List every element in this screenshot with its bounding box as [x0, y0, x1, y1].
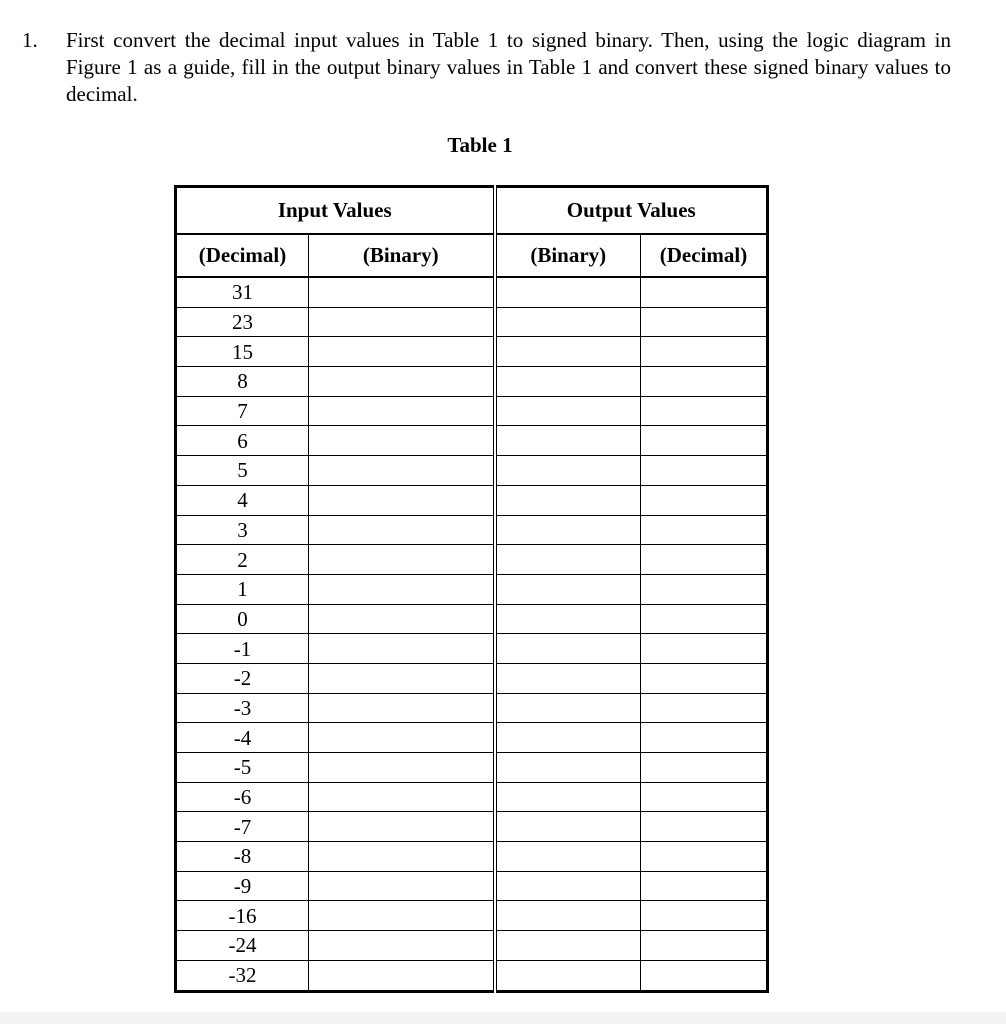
- input-binary-cell: [309, 842, 495, 872]
- output-binary-cell: [495, 337, 641, 367]
- output-binary-cell: [495, 871, 641, 901]
- table-row: [176, 485, 768, 515]
- output-decimal-cell: [641, 337, 768, 367]
- input-binary-cell: [309, 634, 495, 664]
- output-decimal-cell: [641, 277, 768, 307]
- input-binary-cell: [309, 485, 495, 515]
- table-row: [176, 396, 768, 426]
- output-binary-header: (Binary): [495, 234, 641, 277]
- output-decimal-cell: [641, 634, 768, 664]
- input-decimal-cell: -6: [176, 782, 309, 812]
- output-decimal-cell: [641, 723, 768, 753]
- table-row: [176, 426, 768, 456]
- input-binary-cell: [309, 782, 495, 812]
- table-row: [176, 545, 768, 575]
- table-row: [176, 515, 768, 545]
- output-decimal-cell: [641, 901, 768, 931]
- output-decimal-header: (Decimal): [641, 234, 768, 277]
- output-binary-cell: [495, 753, 641, 783]
- table-row: [176, 931, 768, 961]
- input-decimal-cell: -9: [176, 871, 309, 901]
- input-decimal-cell: 23: [176, 307, 309, 337]
- output-decimal-cell: [641, 812, 768, 842]
- output-binary-cell: [495, 604, 641, 634]
- input-decimal-cell: -24: [176, 931, 309, 961]
- bottom-strip: [0, 1012, 1006, 1024]
- output-binary-cell: [495, 663, 641, 693]
- output-decimal-cell: [641, 871, 768, 901]
- table-row: [176, 871, 768, 901]
- group-header-row: [176, 187, 768, 235]
- input-decimal-cell: 4: [176, 485, 309, 515]
- input-decimal-cell: 1: [176, 574, 309, 604]
- input-binary-cell: [309, 277, 495, 307]
- output-decimal-cell: [641, 396, 768, 426]
- table-row: [176, 960, 768, 991]
- input-decimal-cell: -16: [176, 901, 309, 931]
- output-binary-cell: [495, 634, 641, 664]
- output-decimal-cell: [641, 663, 768, 693]
- input-decimal-cell: -32: [176, 960, 309, 991]
- table-row: [176, 367, 768, 397]
- input-decimal-cell: -3: [176, 693, 309, 723]
- input-decimal-cell: -2: [176, 663, 309, 693]
- input-decimal-cell: 2: [176, 545, 309, 575]
- input-decimal-cell: 0: [176, 604, 309, 634]
- table-row: [176, 782, 768, 812]
- input-binary-cell: [309, 367, 495, 397]
- table-row: [176, 574, 768, 604]
- table-row: [176, 753, 768, 783]
- input-binary-cell: [309, 574, 495, 604]
- input-binary-cell: [309, 456, 495, 486]
- output-binary-cell: [495, 931, 641, 961]
- input-binary-cell: [309, 723, 495, 753]
- table-row: [176, 307, 768, 337]
- output-decimal-cell: [641, 960, 768, 991]
- table-row: [176, 277, 768, 307]
- table-row: [176, 812, 768, 842]
- question-number: 1.: [22, 28, 38, 52]
- output-decimal-cell: [641, 485, 768, 515]
- table-row: [176, 723, 768, 753]
- output-binary-cell: [495, 901, 641, 931]
- output-decimal-cell: [641, 307, 768, 337]
- output-decimal-cell: [641, 574, 768, 604]
- input-decimal-cell: -4: [176, 723, 309, 753]
- input-binary-cell: [309, 960, 495, 991]
- input-decimal-cell: 8: [176, 367, 309, 397]
- output-binary-cell: [495, 396, 641, 426]
- table-row: [176, 337, 768, 367]
- table-row: [176, 604, 768, 634]
- output-decimal-cell: [641, 931, 768, 961]
- input-binary-cell: [309, 901, 495, 931]
- output-binary-cell: [495, 842, 641, 872]
- input-decimal-cell: 7: [176, 396, 309, 426]
- output-binary-cell: [495, 693, 641, 723]
- input-binary-header: (Binary): [309, 234, 495, 277]
- input-decimal-cell: 31: [176, 277, 309, 307]
- input-binary-cell: [309, 426, 495, 456]
- input-decimal-cell: 15: [176, 337, 309, 367]
- output-binary-cell: [495, 485, 641, 515]
- output-binary-cell: [495, 277, 641, 307]
- input-binary-cell: [309, 396, 495, 426]
- table-row: [176, 456, 768, 486]
- table-row: [176, 634, 768, 664]
- output-decimal-cell: [641, 753, 768, 783]
- output-binary-cell: [495, 307, 641, 337]
- table-row: [176, 663, 768, 693]
- input-decimal-cell: 5: [176, 456, 309, 486]
- output-decimal-cell: [641, 693, 768, 723]
- output-decimal-cell: [641, 545, 768, 575]
- input-decimal-cell: -5: [176, 753, 309, 783]
- output-decimal-cell: [641, 842, 768, 872]
- input-values-header: Input Values: [176, 187, 495, 235]
- column-header-row: [176, 234, 768, 277]
- table-row: [176, 693, 768, 723]
- output-binary-cell: [495, 782, 641, 812]
- output-binary-cell: [495, 367, 641, 397]
- output-binary-cell: [495, 426, 641, 456]
- input-binary-cell: [309, 545, 495, 575]
- output-binary-cell: [495, 812, 641, 842]
- output-binary-cell: [495, 545, 641, 575]
- input-binary-cell: [309, 753, 495, 783]
- input-decimal-cell: -8: [176, 842, 309, 872]
- table-row: [176, 842, 768, 872]
- input-binary-cell: [309, 307, 495, 337]
- input-binary-cell: [309, 871, 495, 901]
- output-values-header: Output Values: [495, 187, 768, 235]
- input-binary-cell: [309, 812, 495, 842]
- input-decimal-cell: -1: [176, 634, 309, 664]
- output-binary-cell: [495, 960, 641, 991]
- output-decimal-cell: [641, 367, 768, 397]
- input-decimal-cell: 6: [176, 426, 309, 456]
- output-decimal-cell: [641, 782, 768, 812]
- output-binary-cell: [495, 456, 641, 486]
- input-decimal-header: (Decimal): [176, 234, 309, 277]
- output-binary-cell: [495, 515, 641, 545]
- values-table-container: [174, 185, 769, 993]
- output-binary-cell: [495, 723, 641, 753]
- question-text: First convert the decimal input values in Table 1 to signed binary. Then, using the logic diagram in Figure 1 as a guide, fill in the output binary values in Table 1 and convert these signed binary values to decimal.: [66, 28, 951, 106]
- input-binary-cell: [309, 515, 495, 545]
- output-binary-cell: [495, 574, 641, 604]
- input-decimal-cell: -7: [176, 812, 309, 842]
- input-decimal-cell: 3: [176, 515, 309, 545]
- output-decimal-cell: [641, 515, 768, 545]
- input-binary-cell: [309, 931, 495, 961]
- table-caption: Table 1: [447, 133, 513, 157]
- table-row: [176, 901, 768, 931]
- input-binary-cell: [309, 604, 495, 634]
- values-table: [174, 185, 769, 993]
- output-decimal-cell: [641, 456, 768, 486]
- input-binary-cell: [309, 663, 495, 693]
- input-binary-cell: [309, 337, 495, 367]
- input-binary-cell: [309, 693, 495, 723]
- output-decimal-cell: [641, 604, 768, 634]
- output-decimal-cell: [641, 426, 768, 456]
